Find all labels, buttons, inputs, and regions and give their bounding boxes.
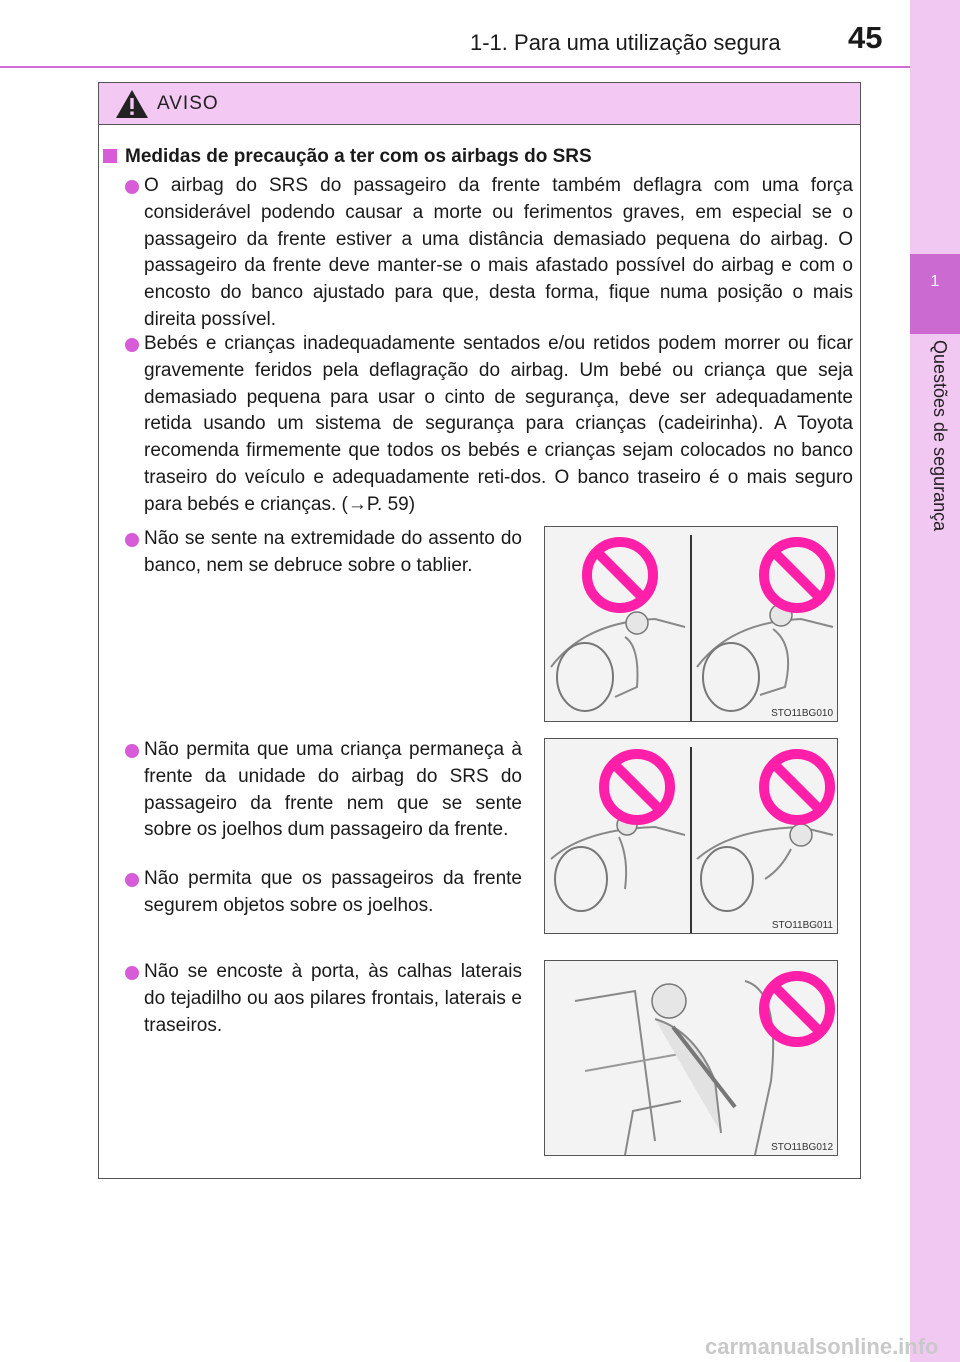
bullet-text-3: Não se sente na extremidade do assento do banco, nem se debruce sobre o tablier. (144, 528, 522, 576)
figure-code: STO11BG012 (771, 1142, 833, 1153)
prohibition-icon (587, 542, 653, 608)
side-tab-chapter: 1 (910, 254, 960, 334)
aviso-header (99, 83, 860, 125)
bullet-dot-icon (125, 180, 139, 194)
bullet-text-2: Bebés e crianças inadequadamente sentados e/ou retidos podem morrer ou ficar gravemente feridos pela deflagração do airbag. Um bebé ou criança que seja demasiado pequena para usar o cinto de segurança, deve ser adequadamente retida usando um sistema de segurança para crianças (cadeirinha). A Toyota recomenda firmemente que todos os bebés e crianças sejam colocados no banco traseiro do veículo e adequadamente reti-dos. O banco traseiro é o mais seguro para bebés e crianças. (→P. 59) (144, 333, 853, 515)
prohibition-icon (764, 754, 830, 820)
page-title: 1-1. Para uma utilização segura (470, 30, 781, 55)
warning-icon (115, 89, 149, 119)
section-title (103, 146, 592, 168)
section-title-text: Medidas de precaução a ter com os airbags do SRS (125, 146, 592, 167)
bullet-dot-icon (125, 744, 139, 758)
page-number: 45 (848, 20, 883, 55)
illustration-leaning-door (544, 960, 838, 1156)
bullet-text-5: Não permita que os passageiros da frente segurem objetos sobre os joelhos. (144, 868, 522, 916)
aviso-label: AVISO (157, 93, 219, 114)
bullet-text-6: Não se encoste à porta, às calhas laterais do tejadilho ou aos pilares frontais, laterais e traseiros. (144, 961, 522, 1036)
bullet-dot-icon (125, 873, 139, 887)
prohibition-icon (764, 976, 830, 1042)
square-bullet-icon (103, 149, 117, 163)
watermark: carmanualsonline.info (705, 1334, 939, 1359)
figure-code: STO11BG011 (771, 920, 833, 931)
figure-code: STO11BG010 (771, 708, 833, 719)
bullet-dot-icon (125, 338, 139, 352)
illustration-leaning-forward (544, 526, 838, 722)
prohibition-icon (604, 754, 670, 820)
side-tab-label: Questões de segurança (930, 340, 950, 532)
header-rule (0, 66, 910, 68)
illustration-child-front (544, 738, 838, 934)
side-tab (910, 0, 960, 1362)
prohibition-icon (764, 542, 830, 608)
bullet-text-4: Não permita que uma criança permaneça à frente da unidade do airbag do SRS do passageiro da frente nem que se sente sobre os joelhos dum passageiro da frente. (144, 739, 522, 841)
bullet-text-1: O airbag do SRS do passageiro da frente também deflagra com uma força considerável podendo causar a morte ou ferimentos graves, em especial se o passageiro da frente estiver a uma distância demasiado pequena do airbag. O passageiro da frente deve manter-se o mais afastado possível do airbag e com o encosto do banco ajustado para que, desta forma, fique numa posição o mais direita possível. (144, 175, 853, 330)
bullet-dot-icon (125, 966, 139, 980)
bullet-dot-icon (125, 533, 139, 547)
